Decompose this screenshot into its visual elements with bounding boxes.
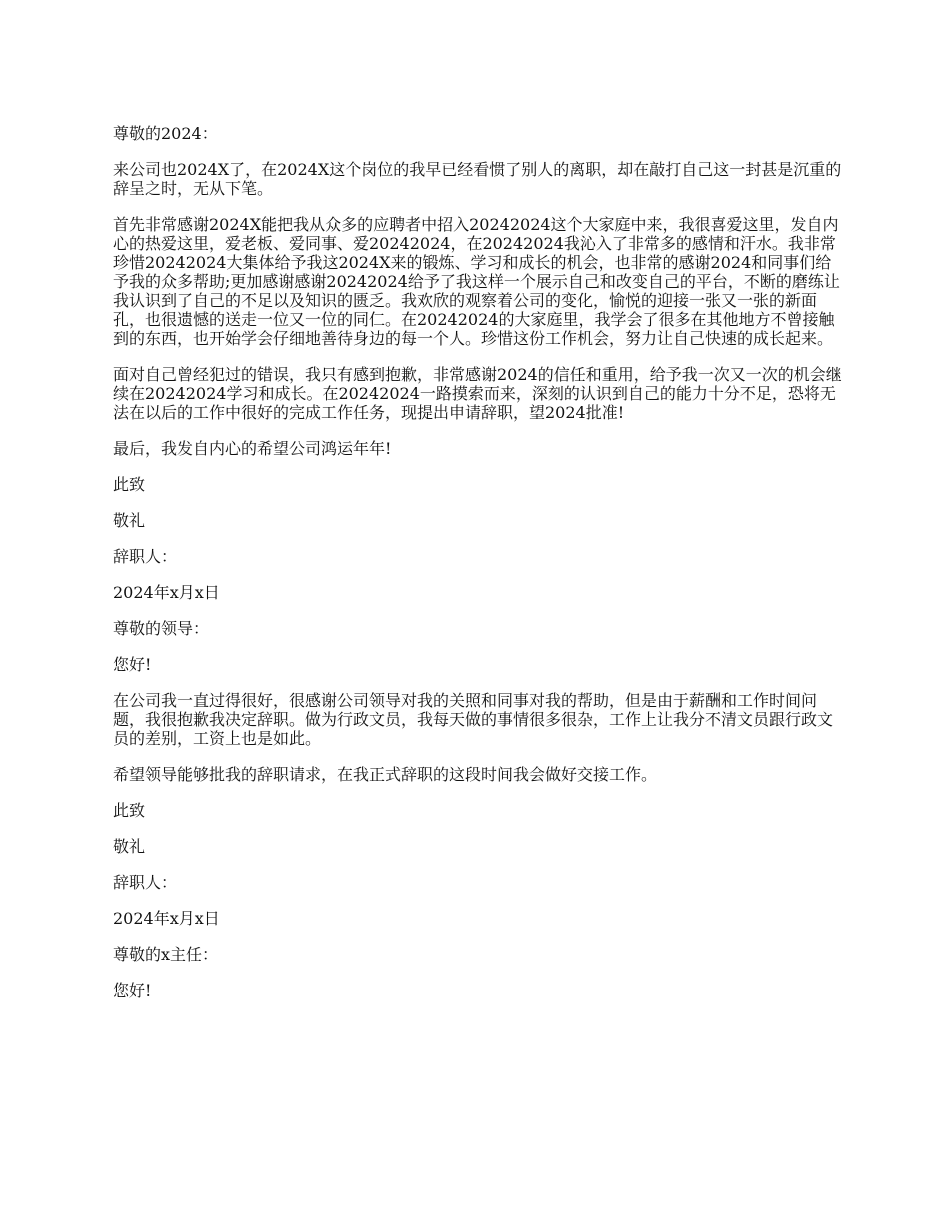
paragraph-intro: 来公司也2024X了，在2024X这个岗位的我早已经看惯了别人的离职，却在敲打自己这一封甚是沉重的辞呈之时，无从下笔。 (113, 160, 842, 198)
greeting-3: 您好! (113, 981, 152, 1000)
paragraph-apology: 面对自己曾经犯过的错误，我只有感到抱歉，非常感谢2024的信任和重用，给予我一次又一次的机会继续在20242024学习和成长。在20242024一路摸索而来，深刻的认识到自己的能力十分不足，恐将无法在以后的工作中很好的完成工作任务，现提出申请辞职，望2024批准! (113, 365, 842, 422)
closing-jingli-2: 敬礼 (113, 837, 146, 856)
signature-label-2: 辞职人： (113, 873, 178, 892)
greeting-2: 您好! (113, 655, 152, 674)
paragraph-thanks: 首先非常感谢2024X能把我从众多的应聘者中招入20242024这个大家庭中来，我很喜爱这里，发自内心的热爱这里，爱老板、爱同事、爱20242024，在20242024我沁入了非常多的感情和汗水。我非常珍惜20242024大集体给予我这2024X来的锻炼、学习和成长的机会，也非常的感谢2024和同事们给予我的众多帮助;更加感谢感谢20242024给予了我这样一个展示自己和改变自己的平台，不断的磨练让我认识到了自己的不足以及知识的匮乏。我欢欣的观察着公司的变化，愉悦的迎接一张又一张的新面孔，也很遗憾的送走一位又一位的同仁。在20242024的大家庭里，我学会了很多在其他地方不曾接触到的东西，也开始学会仔细地善待身边的每一个人。珍惜这份工作机会，努力让自己快速的成长起来。 (113, 215, 840, 348)
paragraph-reason: 在公司我一直过得很好，很感谢公司领导对我的关照和同事对我的帮助，但是由于薪酬和工作时间问题，我很抱歉我决定辞职。做为行政文员，我每天做的事情很多很杂，工作上让我分不清文员跟行政文员的差别，工资上也是如此。 (113, 691, 834, 748)
salutation-3: 尊敬的x主任： (113, 945, 219, 964)
closing-jingli: 敬礼 (113, 511, 146, 530)
closing-cizhi: 此致 (113, 475, 146, 494)
salutation-2: 尊敬的领导： (113, 619, 210, 638)
closing-cizhi-2: 此致 (113, 801, 146, 820)
paragraph-wishes: 最后，我发自内心的希望公司鸿运年年! (113, 439, 392, 458)
document-body (113, 124, 843, 1017)
date-line: 2024年x月x日 (113, 583, 220, 602)
salutation: 尊敬的2024： (113, 124, 218, 143)
signature-label: 辞职人： (113, 547, 178, 566)
date-line-2: 2024年x月x日 (113, 909, 220, 928)
paragraph-request: 希望领导能够批我的辞职请求，在我正式辞职的这段时间我会做好交接工作。 (113, 765, 658, 784)
